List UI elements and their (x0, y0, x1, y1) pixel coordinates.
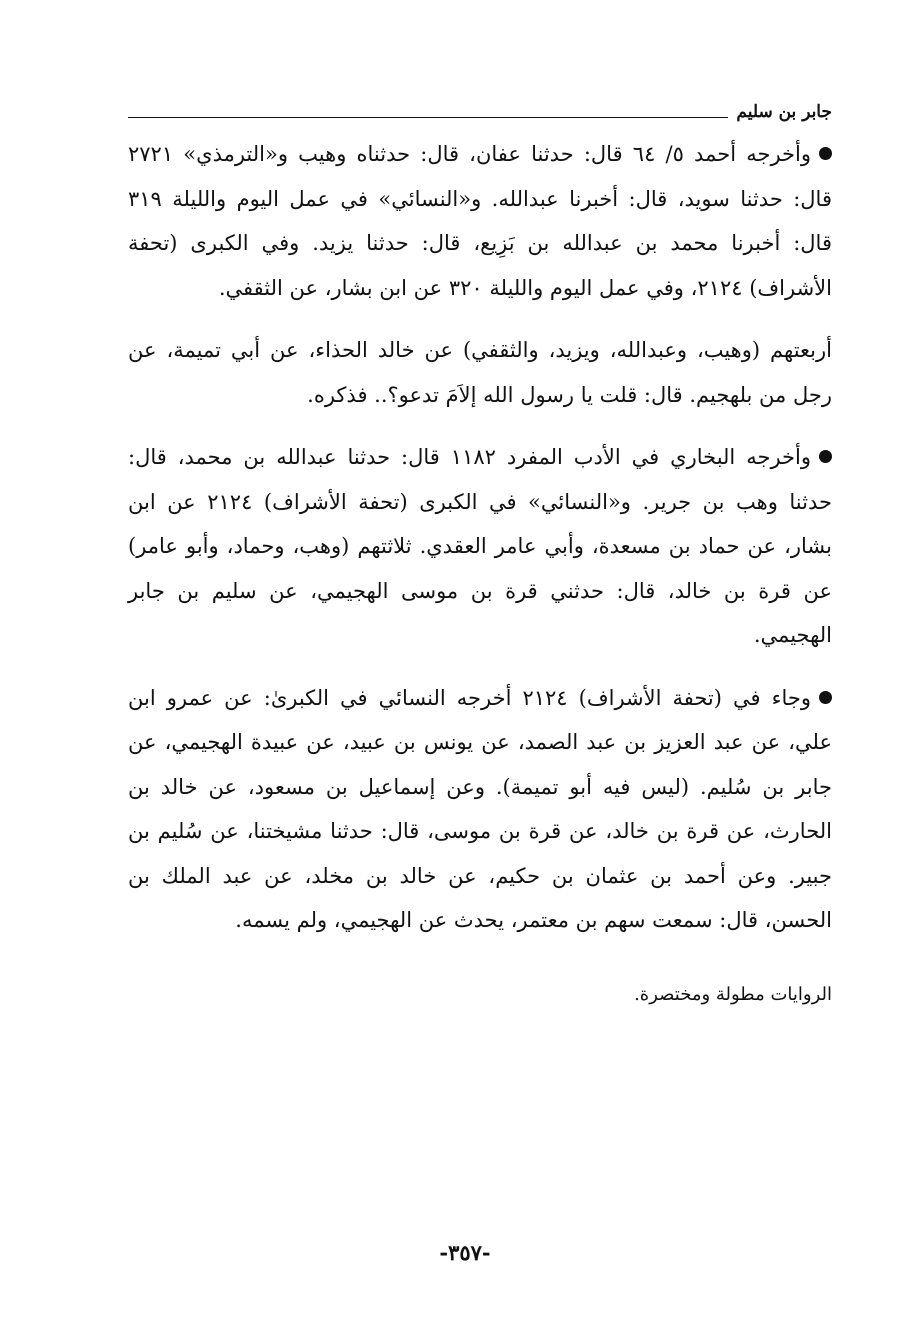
paragraph-3 (128, 435, 832, 658)
paragraph-text: وأخرجه أحمد ٥/ ٦٤ قال: حدثنا عفان، قال: حدثناه وهيب و«الترمذي» ٢٧٢١ قال: حدثنا سويد، قال: أخبرنا عبدالله. و«النسائي» في عمل اليوم والليلة ٣١٩ قال: أخبرنا محمد بن عبدالله بن بَزِيع، قال: حدثنا يزيد. وفي الكبرى (تحفة الأشراف) ٢١٢٤، وفي عمل اليوم والليلة ٣٢٠ عن ابن بشار، عن الثقفي. (128, 142, 832, 300)
paragraph-text: وجاء في (تحفة الأشراف) ٢١٢٤ أخرجه النسائي في الكبرىٰ: عن عمرو ابن علي، عن عبد العزيز بن عبد الصمد، عن يونس بن عبيد، عن عبيدة الهجيمي، عن جابر بن سُليم. (ليس فيه أبو تميمة). وعن إسماعيل بن مسعود، عن خالد بن الحارث، عن قرة بن خالد، عن قرة بن موسى، قال: حدثنا مشيختنا، عن سُليم بن جبير. وعن أحمد بن عثمان بن حكيم، عن خالد بن مخلد، عن عبد الملك بن الحسن، قال: سمعت سهم بن معتمر، يحدث عن الهجيمي، ولم يسمه. (128, 685, 832, 932)
bullet-icon (819, 691, 832, 704)
running-header-title: جابر بن سليم (736, 102, 832, 122)
bullet-icon (819, 450, 832, 463)
main-text (128, 132, 832, 961)
page-number: -٣٥٧- (439, 1240, 491, 1265)
closing-note: الروايات مطولة ومختصرة. (634, 984, 832, 1005)
running-header (128, 100, 832, 124)
header-rule (128, 117, 728, 118)
bullet-icon (819, 147, 832, 160)
paragraph-1 (128, 132, 832, 310)
paragraph-4 (128, 676, 832, 943)
paragraph-text: وأخرجه البخاري في الأدب المفرد ١١٨٢ قال: حدثنا عبدالله بن محمد، قال: حدثنا وهب بن جرير. و«النسائي» في الكبرى (تحفة الأشراف) ٢١٢٤ عن ابن بشار، عن حماد بن مسعدة، وأبي عامر العقدي. ثلاثتهم (وهب، وحماد، وأبو عامر) عن قرة بن خالد، قال: حدثني قرة بن موسى الهجيمي، عن سليم بن جابر الهجيمي. (128, 445, 832, 647)
paragraph-text: أربعتهم (وهيب، وعبدالله، ويزيد، والثقفي) عن خالد الحذاء، عن أبي تميمة، عن رجل من بلهجيم. قال: قلت يا رسول الله إلاَمَ تدعو؟.. فذكره. (128, 338, 832, 407)
paragraph-2 (128, 328, 832, 417)
